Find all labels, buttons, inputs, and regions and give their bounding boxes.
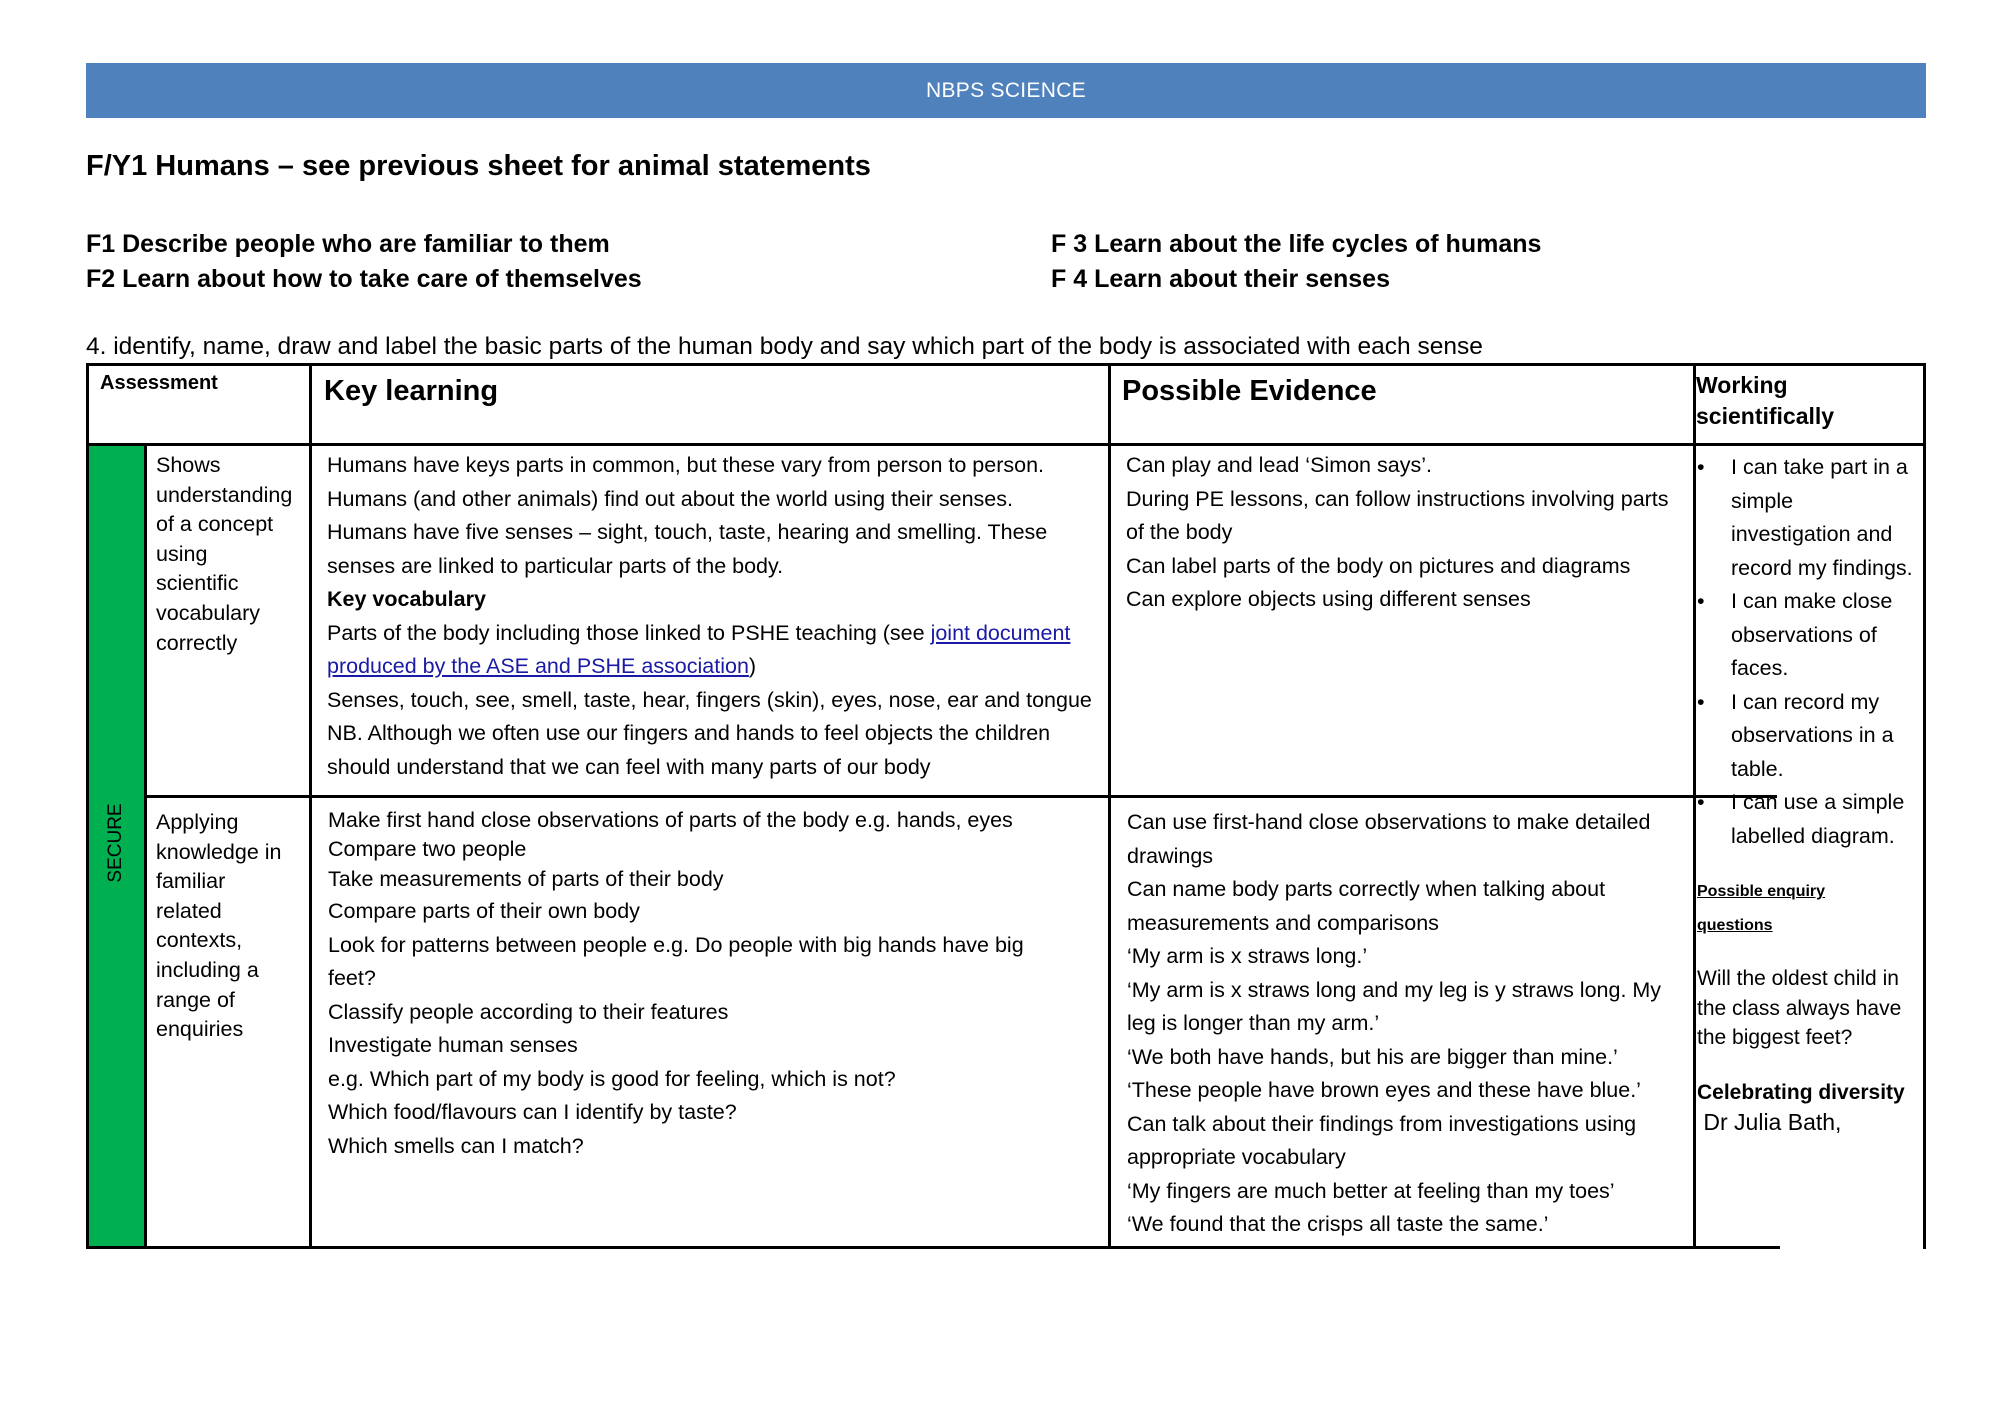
descriptor-divider (144, 443, 147, 1249)
row2-key-learning (328, 806, 1024, 1163)
evidence-line: measurements and comparisons (1127, 910, 1439, 935)
key-learning-line: Which smells can I match? (328, 1133, 584, 1158)
row2-descriptor (156, 808, 282, 1045)
key-learning-line: Which food/flavours can I identify by taste? (328, 1100, 737, 1124)
bullet-icon: • (1697, 689, 1705, 714)
row-divider (144, 795, 1777, 798)
list-item (1697, 585, 1923, 686)
statement-f2: F2 Learn about how to take care of themselves (86, 265, 642, 293)
secure-label: SECURE (105, 803, 126, 883)
header-divider (86, 443, 1926, 446)
key-learning-line (327, 617, 1092, 651)
ase-pshe-link[interactable]: produced by the ASE and PSHE association (327, 654, 749, 678)
key-learning-line: senses are linked to particular parts of the body. (327, 553, 784, 578)
statement-f1: F1 Describe people who are familiar to them (86, 230, 610, 258)
table-border-left (86, 363, 89, 1249)
evidence-line: ‘My arm is x straws long.’ (1127, 944, 1368, 968)
enquiry-question-line: the biggest feet? (1697, 1026, 1853, 1049)
row1-evidence (1126, 449, 1669, 617)
evidence-line: Can use first-hand close observations to make detailed (1127, 810, 1651, 834)
evidence-line: Can talk about their findings from investigations using (1127, 1111, 1637, 1136)
header-key-learning: Key learning (324, 375, 499, 407)
key-learning-line: should understand that we can feel with many parts of our body (327, 754, 931, 779)
list-item-line: labelled diagram. (1731, 823, 1895, 848)
evidence-line: Can label parts of the body on pictures and diagrams (1126, 553, 1631, 578)
list-item-line: I can use a simple (1731, 790, 1905, 814)
descriptor-line: correctly (156, 630, 238, 655)
descriptor-line: related (156, 898, 222, 923)
list-item-line: table. (1731, 756, 1784, 781)
evidence-line: Can play and lead ‘Simon says’. (1126, 453, 1432, 477)
descriptor-line: Shows (156, 453, 221, 477)
row1-descriptor (156, 451, 292, 658)
table-border-bottom (86, 1246, 1780, 1249)
key-learning-line: Classify people according to their features (328, 999, 729, 1024)
enquiry-heading-line: questions (1697, 916, 1773, 934)
joint-document-link[interactable]: joint document (930, 620, 1071, 645)
key-learning-line: e.g. Which part of my body is good for feeling, which is not? (328, 1066, 896, 1091)
descriptor-line: using (156, 541, 208, 566)
list-item-line: investigation and (1731, 522, 1893, 546)
list-item-line: simple (1731, 488, 1794, 513)
header-banner (86, 63, 1926, 118)
table-border-right (1923, 363, 1926, 1249)
page-title: F/Y1 Humans – see previous sheet for animal statements (86, 150, 871, 182)
row2-evidence (1127, 806, 1661, 1242)
key-learning-line: Compare two people (328, 837, 527, 861)
bullet-icon: • (1697, 455, 1705, 479)
key-learning-text: Parts of the body including those linked to PSHE teaching (see (327, 620, 931, 645)
header-working-scientifically (1696, 370, 1834, 432)
evidence-line: ‘We both have hands, but his are bigger than mine.’ (1127, 1044, 1618, 1069)
header-scientifically-line: scientifically (1696, 403, 1835, 429)
key-learning-line: Make first hand close observations of parts of the body e.g. hands, eyes (328, 808, 1013, 832)
evidence-divider (1108, 363, 1111, 1249)
descriptor-line: range of (156, 987, 235, 1012)
key-learning-divider (309, 363, 312, 1249)
key-learning-line: Compare parts of their own body (328, 899, 640, 923)
key-learning-line: Take measurements of parts of their body (328, 867, 724, 891)
key-vocabulary-heading: Key vocabulary (327, 587, 486, 611)
key-learning-line: Look for patterns between people e.g. Do people with big hands have big (328, 932, 1024, 957)
list-item-line: I can make close (1731, 589, 1893, 613)
list-item-line: faces. (1731, 656, 1789, 680)
row1-key-learning (327, 449, 1092, 784)
key-learning-text: ) (748, 654, 757, 678)
bullet-icon: • (1697, 790, 1705, 814)
list-item-line: I can record my (1731, 689, 1880, 714)
statement-f3: F 3 Learn about the life cycles of humans (1051, 230, 1542, 258)
key-learning-line: feet? (328, 966, 376, 990)
working-scientifically-list (1697, 451, 1923, 853)
statement-f4: F 4 Learn about their senses (1051, 265, 1390, 293)
header-assessment: Assessment (100, 372, 218, 394)
list-item-line: observations of (1731, 622, 1877, 647)
descriptor-line: enquiries (156, 1017, 244, 1042)
key-learning-line: Investigate human senses (328, 1033, 578, 1057)
evidence-line: Can explore objects using different senses (1126, 587, 1531, 611)
descriptor-line: of a concept (156, 512, 274, 537)
list-item (1697, 686, 1923, 787)
descriptor-line: scientific (156, 571, 239, 596)
key-learning-line (327, 650, 1092, 684)
bullet-icon: • (1697, 589, 1705, 613)
list-item-line: observations in a (1731, 723, 1894, 747)
working-divider (1693, 363, 1696, 1249)
key-learning-line: NB. Although we often use our fingers and hands to feel objects the children (327, 721, 1051, 745)
working-scientifically-column (1697, 451, 1923, 1137)
assessment-table (86, 363, 1926, 1249)
key-learning-line: Humans have keys parts in common, but these vary from person to person. (327, 453, 1044, 477)
list-item (1697, 786, 1923, 853)
evidence-line: Can name body parts correctly when talking about (1127, 877, 1606, 901)
descriptor-line: knowledge in (156, 839, 282, 864)
header-possible-evidence: Possible Evidence (1122, 375, 1377, 407)
enquiry-heading (1697, 875, 1923, 942)
table-border-top (86, 363, 1926, 366)
evidence-line: During PE lessons, can follow instructions involving parts (1126, 486, 1669, 511)
key-learning-line: Humans have five senses – sight, touch, taste, hearing and smelling. These (327, 520, 1048, 544)
descriptor-line: understanding (156, 482, 293, 507)
list-item-line: I can take part in a (1731, 455, 1908, 479)
enquiry-question-line: the class always have (1697, 996, 1902, 1020)
descriptor-line: familiar (156, 869, 226, 894)
enquiry-question (1697, 964, 1923, 1053)
list-item (1697, 451, 1923, 585)
evidence-line: ‘These people have brown eyes and these have blue.’ (1127, 1078, 1641, 1102)
banner-title: NBPS SCIENCE (926, 79, 1086, 102)
header-working-line: Working (1696, 372, 1788, 398)
key-learning-line: Senses, touch, see, smell, taste, hear, fingers (skin), eyes, nose, ear and tongue (327, 687, 1092, 712)
evidence-line: leg is longer than my arm.’ (1127, 1011, 1380, 1035)
diversity-heading: Celebrating diversity (1697, 1080, 1905, 1104)
evidence-line: ‘My arm is x straws long and my leg is y straws long. My (1127, 977, 1662, 1002)
evidence-line: drawings (1127, 843, 1214, 868)
evidence-line: appropriate vocabulary (1127, 1145, 1346, 1169)
descriptor-line: vocabulary (156, 600, 260, 625)
evidence-line: of the body (1126, 520, 1233, 544)
descriptor-line: including a (156, 957, 259, 982)
enquiry-heading-line: Possible enquiry (1697, 883, 1826, 900)
key-learning-line: Humans (and other animals) find out about the world using their senses. (327, 486, 1013, 511)
list-item-line: record my findings. (1731, 555, 1913, 580)
evidence-line: ‘My fingers are much better at feeling than my toes’ (1127, 1178, 1615, 1203)
descriptor-line: Applying (156, 810, 239, 834)
diversity-name: Dr Julia Bath, (1697, 1109, 1842, 1135)
descriptor-line: contexts, (156, 928, 243, 953)
evidence-line: ‘We found that the crisps all taste the same.’ (1127, 1212, 1549, 1236)
objective-statement: 4. identify, name, draw and label the basic parts of the human body and say which part of the body is associated with each sense (86, 333, 1483, 360)
enquiry-question-line: Will the oldest child in (1697, 967, 1899, 990)
